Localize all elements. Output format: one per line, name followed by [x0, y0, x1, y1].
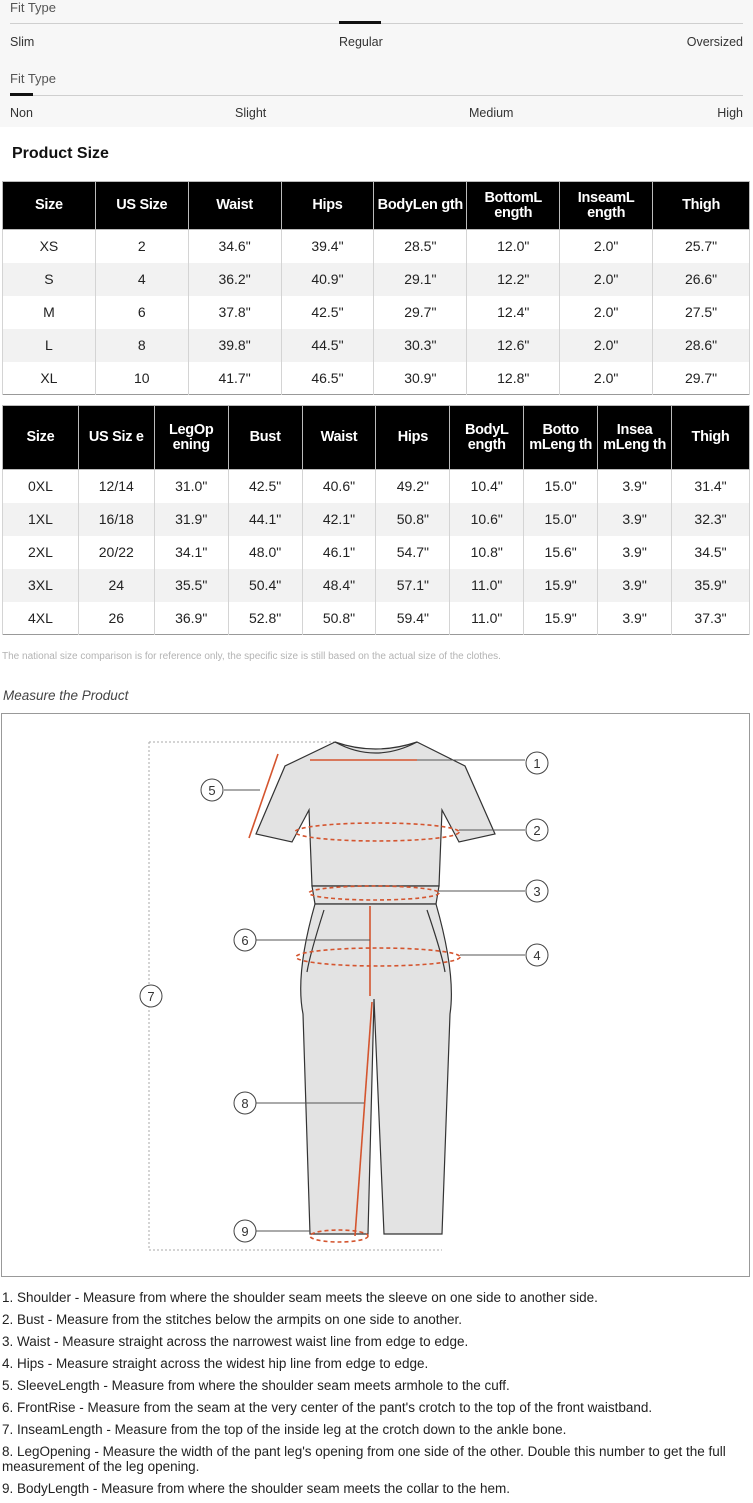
measurement-description: 4. Hips - Measure straight across the widest hip line from edge to edge.: [2, 1356, 429, 1371]
table-cell: 29.1": [374, 263, 467, 296]
table-cell: XL: [3, 362, 96, 395]
table-cell: 2.0": [560, 362, 653, 395]
table-cell: 15.0": [524, 503, 598, 536]
table-cell: L: [3, 329, 96, 362]
table-header-cell: BottomL ength: [467, 182, 560, 230]
table-cell: 30.9": [374, 362, 467, 395]
table-cell: 20/22: [78, 536, 154, 569]
fit-type-selected-marker: [339, 21, 381, 24]
table-row: [3, 230, 750, 263]
fit-option-medium: Medium: [469, 106, 514, 120]
table-header-cell: Hips: [376, 406, 450, 470]
table-header-cell: Size: [3, 182, 96, 230]
table-cell: 29.7": [653, 362, 750, 395]
table-cell: 57.1": [376, 569, 450, 602]
table-header-cell: US Size: [95, 182, 188, 230]
table-cell: S: [3, 263, 96, 296]
callout-number: 3: [533, 884, 541, 899]
table-header-cell: Size: [3, 406, 79, 470]
fit-option-non: Non: [10, 106, 33, 120]
callout-number: 6: [241, 933, 249, 948]
table-cell: 3.9": [598, 470, 672, 503]
table-cell: 12.4": [467, 296, 560, 329]
table-cell: 35.5": [154, 569, 228, 602]
table-cell: 12.8": [467, 362, 560, 395]
table-cell: 31.0": [154, 470, 228, 503]
measurement-description: 3. Waist - Measure straight across the narrowest waist line from edge to edge.: [2, 1334, 469, 1349]
table-cell: 50.8": [302, 602, 376, 635]
table-cell: 11.0": [450, 569, 524, 602]
table-header-cell: US Siz e: [78, 406, 154, 470]
table-cell: 3.9": [598, 536, 672, 569]
table-cell: 3.9": [598, 569, 672, 602]
table-cell: 2.0": [560, 230, 653, 263]
table-cell: 31.9": [154, 503, 228, 536]
table-cell: 12.0": [467, 230, 560, 263]
table-cell: 10.6": [450, 503, 524, 536]
table-cell: 37.8": [188, 296, 281, 329]
table-row: [3, 263, 750, 296]
size-table-regular: [2, 181, 750, 395]
table-header-cell: Thigh: [653, 182, 750, 230]
table-cell: 15.9": [524, 569, 598, 602]
fit-type-title: Fit Type: [10, 0, 57, 15]
table-cell: 49.2": [376, 470, 450, 503]
table-header-cell: Botto mLeng th: [524, 406, 598, 470]
table-cell: 32.3": [672, 503, 750, 536]
callout-number: 9: [241, 1224, 249, 1239]
table-header-cell: BodyLen gth: [374, 182, 467, 230]
table-row: [3, 329, 750, 362]
table-cell: 26: [78, 602, 154, 635]
callout-number: 4: [533, 948, 541, 963]
callout-number: 5: [208, 783, 216, 798]
measurement-description: 7. InseamLength - Measure from the top of the inside leg at the crotch down to the ankle bone.: [2, 1422, 567, 1437]
table-cell: 50.4": [228, 569, 302, 602]
table-cell: 0XL: [3, 470, 79, 503]
table-cell: 46.5": [281, 362, 374, 395]
table-cell: 41.7": [188, 362, 281, 395]
table-cell: 15.9": [524, 602, 598, 635]
callout-number: 8: [241, 1096, 249, 1111]
table-cell: 3.9": [598, 602, 672, 635]
table-cell: XS: [3, 230, 96, 263]
table-cell: 3XL: [3, 569, 79, 602]
fit-option-high: High: [717, 106, 743, 120]
table-cell: 2XL: [3, 536, 79, 569]
table-cell: 54.7": [376, 536, 450, 569]
table-cell: 2.0": [560, 329, 653, 362]
table-cell: 42.5": [281, 296, 374, 329]
table-cell: 29.7": [374, 296, 467, 329]
product-size-title: Product Size: [12, 145, 109, 162]
table-cell: 31.4": [672, 470, 750, 503]
fit-type-panel: [0, 0, 753, 127]
measurement-description: 5. SleeveLength - Measure from where the shoulder seam meets armhole to the cuff.: [2, 1378, 510, 1393]
table-header-cell: InseamL ength: [560, 182, 653, 230]
table-cell: 1XL: [3, 503, 79, 536]
table-cell: 48.4": [302, 569, 376, 602]
table-cell: 8: [95, 329, 188, 362]
size-disclaimer: The national size comparison is for reference only, the specific size is still based on the actual size of the clothes.: [2, 651, 501, 662]
table-cell: 44.5": [281, 329, 374, 362]
table-header-cell: Insea mLeng th: [598, 406, 672, 470]
fit-option-slight: Slight: [235, 106, 267, 120]
table-cell: 25.7": [653, 230, 750, 263]
table-header-cell: BodyL ength: [450, 406, 524, 470]
table-row: [3, 569, 750, 602]
size-table-plus: [2, 405, 750, 635]
table-cell: 42.1": [302, 503, 376, 536]
measurement-description: 8. LegOpening - Measure the width of the pant leg's opening from one side of the other. Double this number to get the full measurement of the leg opening.: [2, 1444, 726, 1474]
table-header-cell: Waist: [188, 182, 281, 230]
table-cell: 37.3": [672, 602, 750, 635]
table-cell: 12.6": [467, 329, 560, 362]
table-row: [3, 536, 750, 569]
table-cell: 11.0": [450, 602, 524, 635]
table-cell: 36.9": [154, 602, 228, 635]
table-cell: 34.1": [154, 536, 228, 569]
measurement-description: 2. Bust - Measure from the stitches below the armpits on one side to another.: [2, 1312, 462, 1327]
table-cell: 30.3": [374, 329, 467, 362]
table-cell: 12/14: [78, 470, 154, 503]
fit-type-selected-marker-2: [10, 93, 33, 96]
table-header-cell: Bust: [228, 406, 302, 470]
table-cell: 10: [95, 362, 188, 395]
callout-number: 7: [147, 989, 155, 1004]
table-cell: 10.4": [450, 470, 524, 503]
callout-number: 2: [533, 823, 541, 838]
table-cell: 2.0": [560, 296, 653, 329]
table-cell: 28.5": [374, 230, 467, 263]
measurement-description: 9. BodyLength - Measure from where the shoulder seam meets the collar to the hem.: [2, 1481, 511, 1496]
callout-number: 1: [533, 756, 541, 771]
table-cell: 39.4": [281, 230, 374, 263]
table-cell: 10.8": [450, 536, 524, 569]
table-cell: 35.9": [672, 569, 750, 602]
table-cell: 34.5": [672, 536, 750, 569]
table-row: [3, 470, 750, 503]
table-cell: 39.8": [188, 329, 281, 362]
table-cell: 44.1": [228, 503, 302, 536]
table-cell: 50.8": [376, 503, 450, 536]
table-cell: 12.2": [467, 263, 560, 296]
table-row: [3, 296, 750, 329]
fit-type-title-2: Fit Type: [10, 71, 57, 86]
table-cell: 42.5": [228, 470, 302, 503]
table-row: [3, 362, 750, 395]
table-row: [3, 503, 750, 536]
table-cell: 16/18: [78, 503, 154, 536]
table-cell: 26.6": [653, 263, 750, 296]
table-cell: 28.6": [653, 329, 750, 362]
table-cell: 40.6": [302, 470, 376, 503]
table-cell: 15.6": [524, 536, 598, 569]
fit-type-track-2: [10, 95, 743, 96]
measurement-description: 1. Shoulder - Measure from where the shoulder seam meets the sleeve on one side to another side.: [2, 1290, 598, 1305]
table-header-cell: Waist: [302, 406, 376, 470]
table-cell: 4: [95, 263, 188, 296]
fit-option-regular: Regular: [339, 35, 383, 49]
table-cell: 15.0": [524, 470, 598, 503]
table-cell: 52.8": [228, 602, 302, 635]
table-cell: M: [3, 296, 96, 329]
fit-option-slim: Slim: [10, 35, 35, 49]
table-cell: 59.4": [376, 602, 450, 635]
table-cell: 46.1": [302, 536, 376, 569]
jumpsuit-garment: [256, 742, 495, 1234]
table-cell: 6: [95, 296, 188, 329]
table-cell: 2.0": [560, 263, 653, 296]
measurement-diagram: [1, 713, 750, 1277]
table-cell: 2: [95, 230, 188, 263]
table-cell: 3.9": [598, 503, 672, 536]
table-cell: 48.0": [228, 536, 302, 569]
table-cell: 40.9": [281, 263, 374, 296]
jumpsuit-illustration: [2, 714, 751, 1278]
measurement-descriptions: [2, 1290, 752, 1503]
table-cell: 4XL: [3, 602, 79, 635]
table-header-cell: Hips: [281, 182, 374, 230]
table-cell: 27.5": [653, 296, 750, 329]
measurement-description: 6. FrontRise - Measure from the seam at the very center of the pant's crotch to the top of the front waistband.: [2, 1400, 653, 1415]
table-cell: 34.6": [188, 230, 281, 263]
table-header-cell: Thigh: [672, 406, 750, 470]
table-cell: 36.2": [188, 263, 281, 296]
table-header-cell: LegOp ening: [154, 406, 228, 470]
fit-option-oversized: Oversized: [686, 35, 743, 49]
table-cell: 24: [78, 569, 154, 602]
measure-title: Measure the Product: [3, 688, 129, 703]
table-row: [3, 602, 750, 635]
